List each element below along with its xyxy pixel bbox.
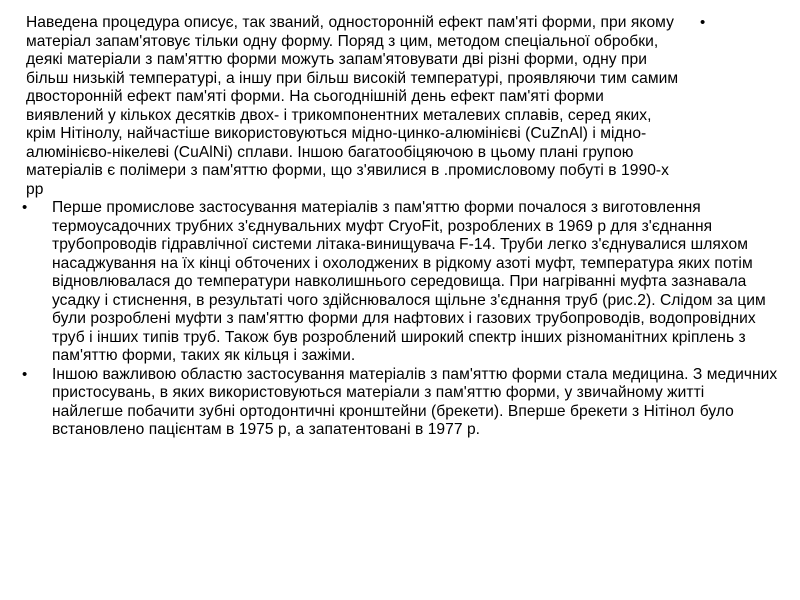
paragraph-text: Іншою важливою областю застосування матеріалів з пам'яттю форми стала медицина. З медичних пристосувань, в яких використовуються матеріали з пам'яттю форми, у звичайному житті найлегше побачити зубні ортодонтичні кронштейни (брекети). Вперше брекети з Нітінол було встановлено пацієнтам в 1975 р, а запатентовані в 1977 р. (52, 365, 778, 438)
bullet-icon: • (700, 14, 706, 31)
paragraph-medical-use (22, 366, 778, 440)
paragraph-text: Наведена процедура описує, так званий, односторонній ефект пам'яті форми, при якому матеріал запам'ятовує тільки одну форму. Поряд з цим, методом спеціальної обробки, деякі матеріали з пам'яттю форми можуть запам'ятовувати дві різні форми, одну при більш низькій температурі, а іншу при більш високій температурі, проявляючи тим самим двосторонній ефект пам'яті форми. На сьогоднішній день ефект пам'яті форми виявлений у кількох десятків двох- і трикомпонентних металевих сплавів, серед яких, крім Нітінолу, найчастіше використовуються мідно-цинко-алюмінієві (CuZnAl) і мідно-алюмінієво-нікелеві (CuAlNi) сплави. Іншою багатообіцяючою в цьому плані групою матеріалів є полімери з пам'яттю форми, що з'явилися в .промисловому побуті в 1990-х рр (26, 14, 679, 198)
paragraph-text: Перше промислове застосування матеріалів з пам'яттю форми почалося з виготовлення термоусадочних трубних з'єднувальних муфт CryoFit, розроблених в 1969 р для з'єднання трубопроводів гідравлічної системи літака-винищувача F-14. Труби легко з'єднувалися шляхом насаджування на їх кінці обточених і охолоджених в рідкому азоті муфт, температура яких потім відновлювалася до температури навколишнього середовища. При нагріванні муфта зазнавала усадку і стиснення, в результаті чого здійснювалося щільне з'єднання труб (рис.2). Слідом за цим були розроблені муфти з пам'яттю форми для нафтових і газових трубопроводів, водопровідних труб і інших типів труб. Також був розроблений широкий спектр інших різноманітних кріплень з пам'яттю форми, таких як кільця і зажіми. (52, 199, 766, 364)
paragraph-shape-memory-effect (22, 14, 778, 199)
bullet-icon: • (22, 365, 28, 383)
paragraph-first-industrial-use (22, 199, 778, 366)
slide-content (22, 14, 778, 440)
bullet-icon: • (22, 199, 28, 216)
